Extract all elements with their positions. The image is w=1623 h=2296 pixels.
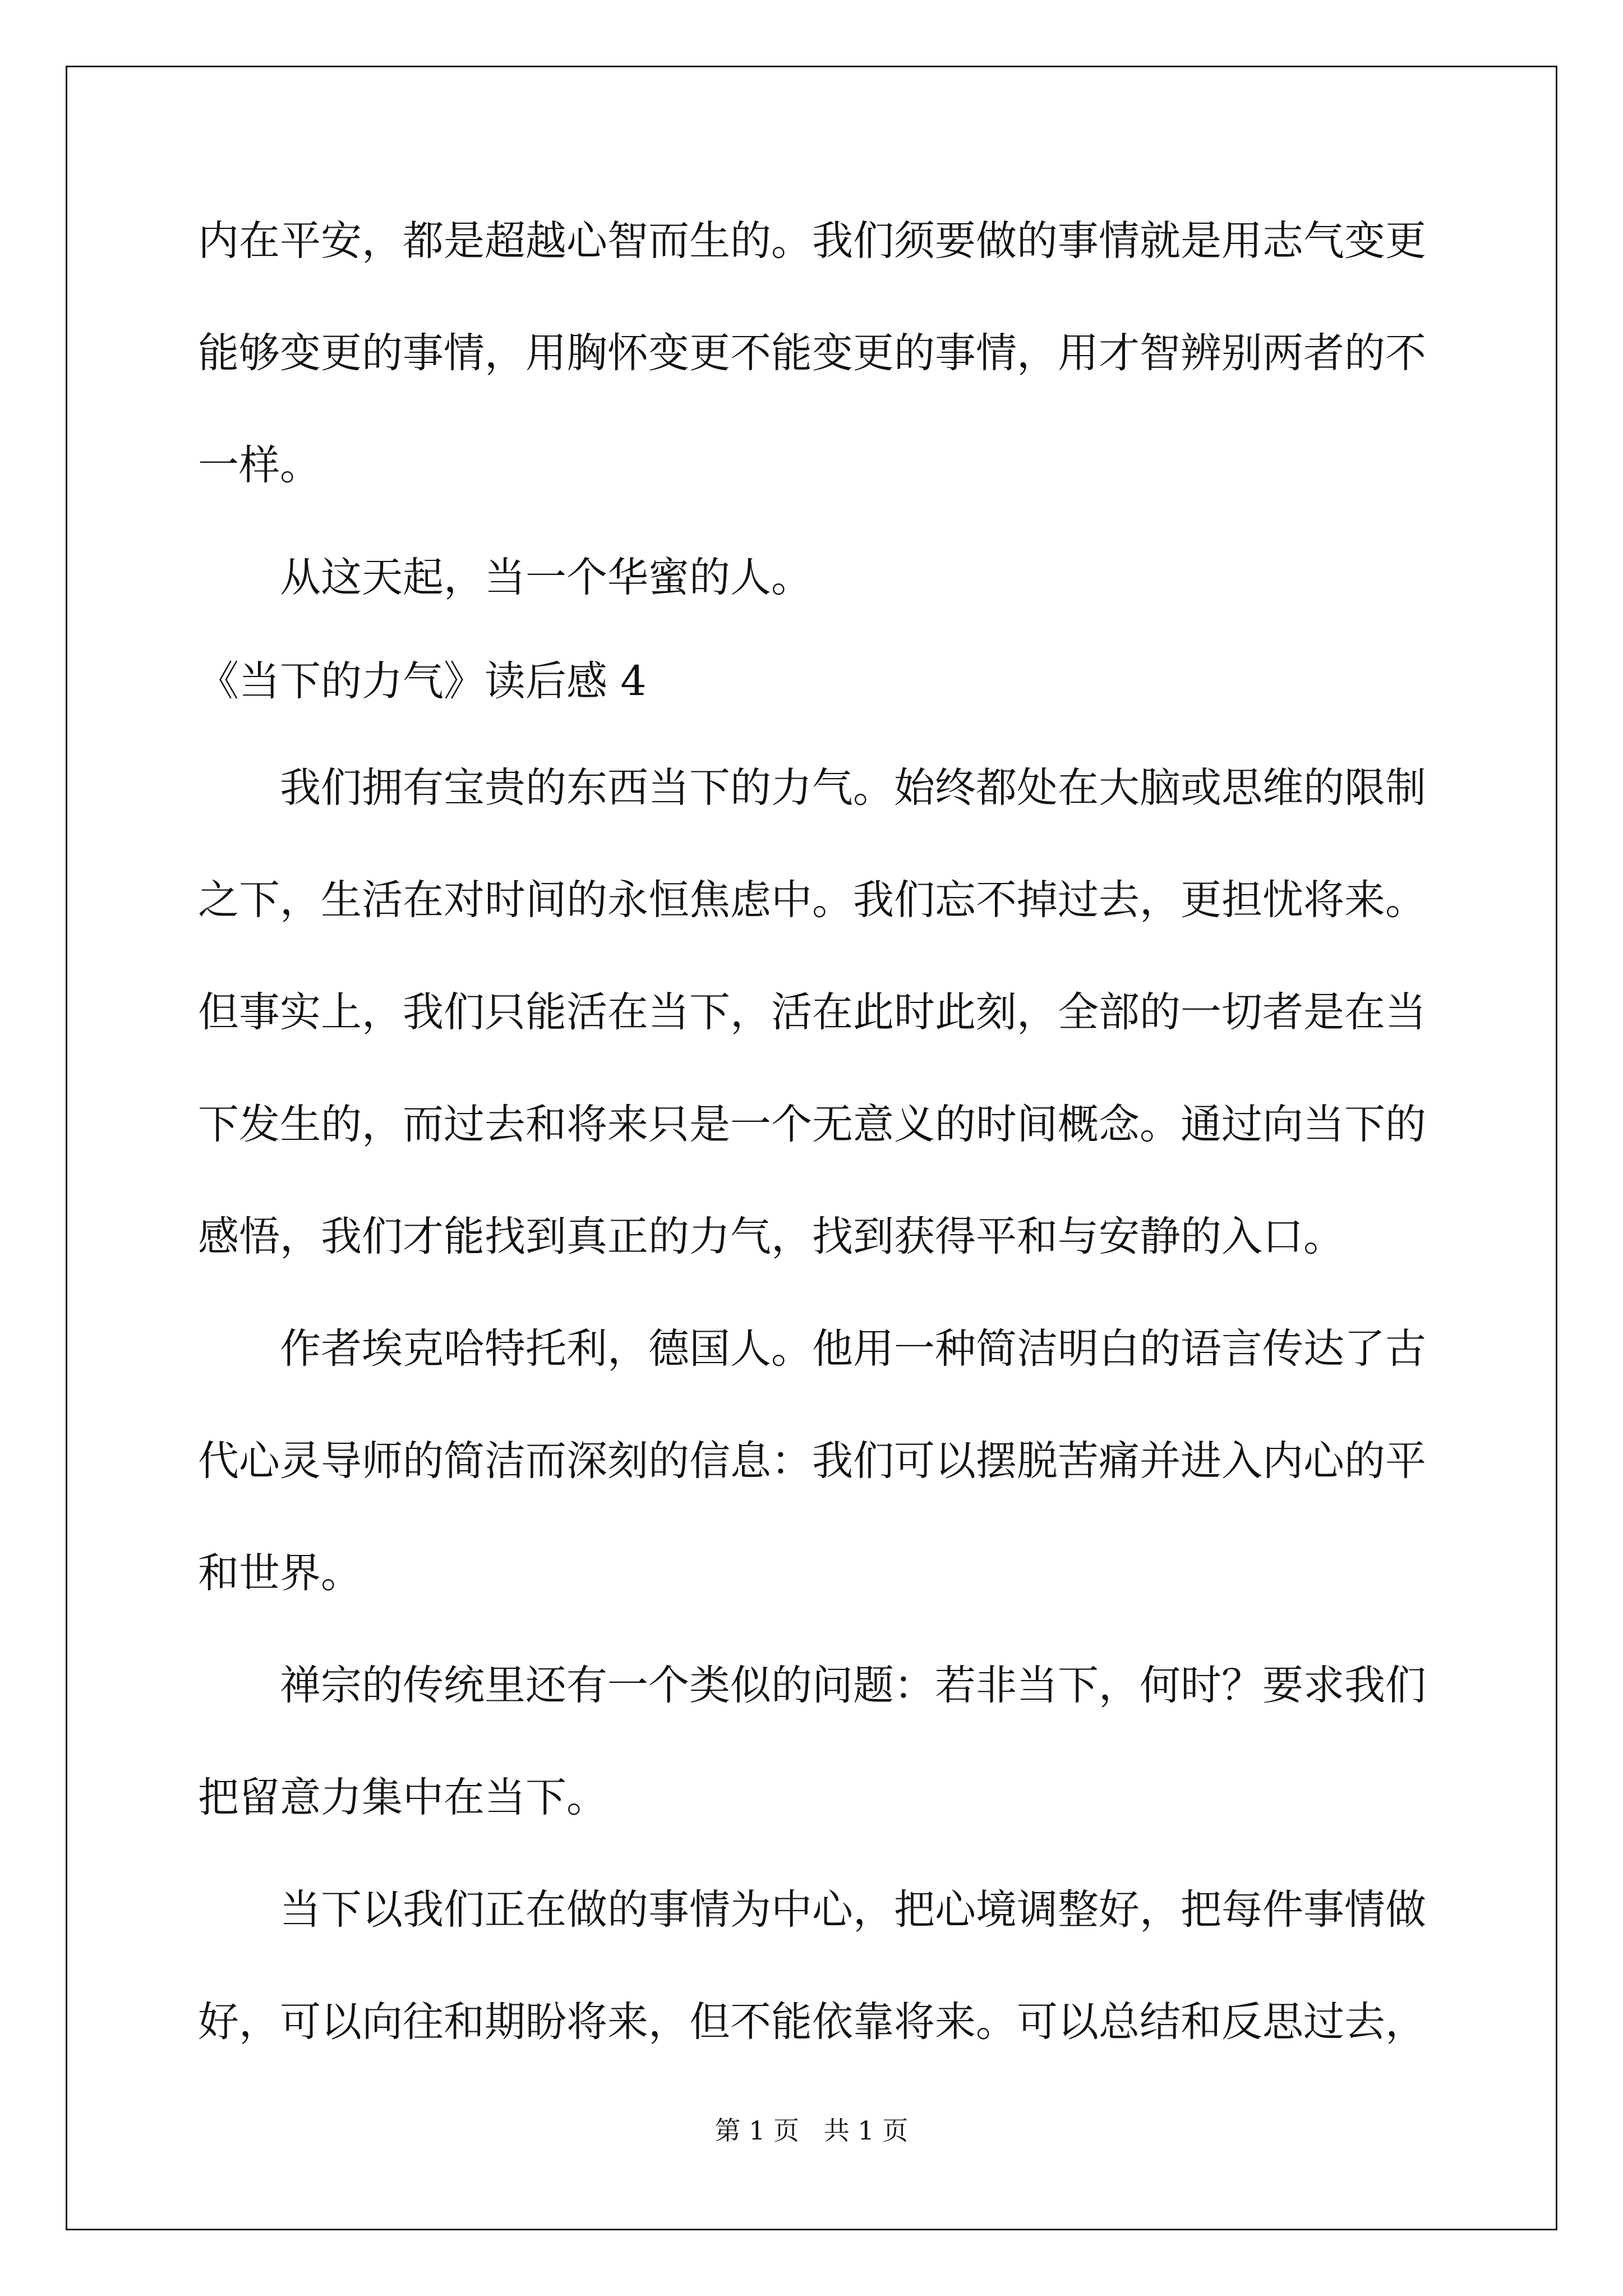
paragraph-line: 感悟，我们才能找到真正的力气，找到获得平和与安静的入口。 xyxy=(198,1213,1344,1260)
page-footer: 第 1 页 共 1 页 xyxy=(714,2115,909,2146)
paragraph-line: 把留意力集中在当下。 xyxy=(198,1774,607,1821)
paragraph-line: 一样。 xyxy=(198,441,321,489)
paragraph-line: 能够变更的事情，用胸怀变更不能变更的事情，用才智辨别两者的不 xyxy=(198,329,1426,377)
paragraph-line: 从这天起，当一个华蜜的人。 xyxy=(280,554,812,601)
paragraph-line: 内在平安，都是超越心智而生的。我们须要做的事情就是用志气变更 xyxy=(198,217,1426,265)
paragraph-line: 但事实上，我们只能活在当下，活在此时此刻，全部的一切者是在当 xyxy=(198,988,1426,1036)
paragraph-line: 代心灵导师的简洁而深刻的信息：我们可以摆脱苦痛并进入内心的平 xyxy=(198,1437,1426,1485)
paragraph-line: 作者埃克哈特托利，德国人。他用一种简洁明白的语言传达了古 xyxy=(280,1325,1426,1373)
paragraph-line: 和世界。 xyxy=(198,1549,362,1597)
paragraph-line: 我们拥有宝贵的东西当下的力气。始终都处在大脑或思维的限制 xyxy=(280,764,1426,812)
paragraph-line: 好，可以向往和期盼将来，但不能依靠将来。可以总结和反思过去， xyxy=(198,1998,1426,2046)
paragraph-line: 之下，生活在对时间的永恒焦虑中。我们忘不掉过去，更担忧将来。 xyxy=(198,876,1426,924)
section-heading: 《当下的力气》读后感 4 xyxy=(198,657,647,705)
paragraph-line: 下发生的，而过去和将来只是一个无意义的时间概念。通过向当下的 xyxy=(198,1101,1426,1148)
paragraph-line: 当下以我们正在做的事情为中心，把心境调整好，把每件事情做 xyxy=(280,1886,1426,1934)
paragraph-line: 禅宗的传统里还有一个类似的问题：若非当下，何时？要求我们 xyxy=(280,1662,1426,1709)
